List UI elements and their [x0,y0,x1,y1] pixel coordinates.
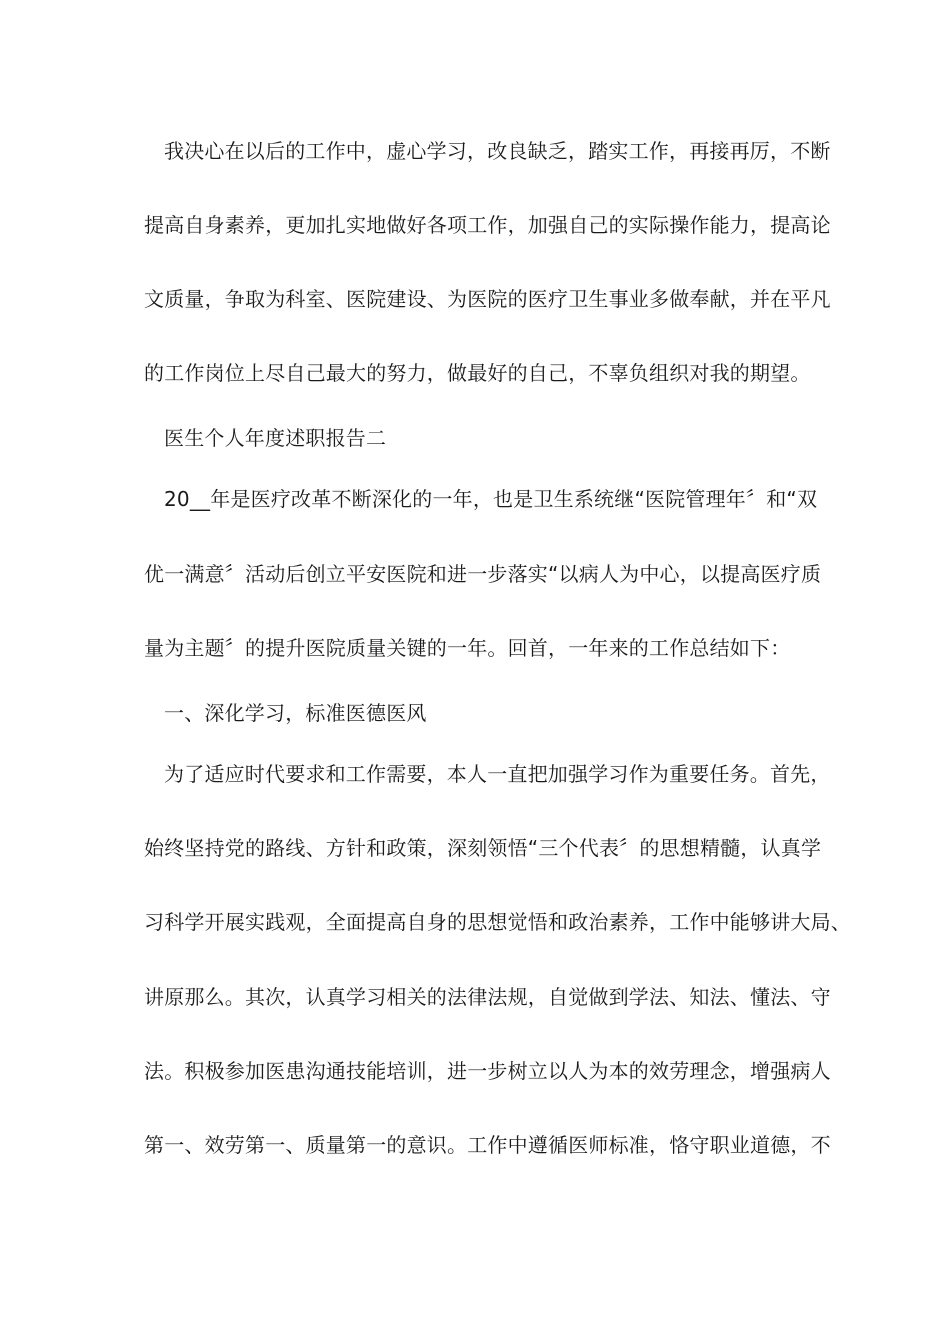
section-title: 医生个人年度述职报告二 [164,426,387,450]
paragraph-line: 讲原那么。其次，认真学习相关的法律法规，自觉做到学法、知法、懂法、守 [144,985,831,1009]
paragraph-line: 量为主题〞的提升医院质量关键的一年。回首，一年来的工作总结如下： [144,636,791,660]
paragraph-line: 的工作岗位上尽自己最大的努力，做最好的自己，不辜负组织对我的期望。 [144,361,811,385]
paragraph-line: 优一满意〞活动后创立平安医院和进一步落实“以病人为中心，以提高医疗质 [144,562,822,586]
paragraph-line: 我决心在以后的工作中，虚心学习，改良缺乏，踏实工作，再接再厉，不断 [164,139,831,163]
paragraph-line: 始终坚持党的路线、方针和政策，深刻领悟“三个代表〞的思想精髓，认真学 [144,836,822,860]
paragraph-line: 习科学开展实践观，全面提高自身的思想觉悟和政治素养，工作中能够讲大局、 [144,910,851,934]
paragraph-line: 法。积极参加医患沟通技能培训，进一步树立以人为本的效劳理念，增强病人 [144,1059,831,1083]
paragraph-line: 为了适应时代要求和工作需要，本人一直把加强学习作为重要任务。首先， [164,762,831,786]
paragraph-line: 文质量，争取为科室、医院建设、为医院的医疗卫生事业多做奉献，并在平凡 [144,287,831,311]
section-heading: 一、深化学习，标准医德医风 [164,701,427,725]
paragraph-line: 20__年是医疗改革不断深化的一年，也是卫生系统继“医院管理年〞和“双 [164,487,818,511]
paragraph-line: 第一、效劳第一、质量第一的意识。工作中遵循医师标准，恪守职业道德，不 [144,1133,831,1157]
paragraph-line: 提高自身素养，更加扎实地做好各项工作，加强自己的实际操作能力，提高论 [144,213,831,237]
